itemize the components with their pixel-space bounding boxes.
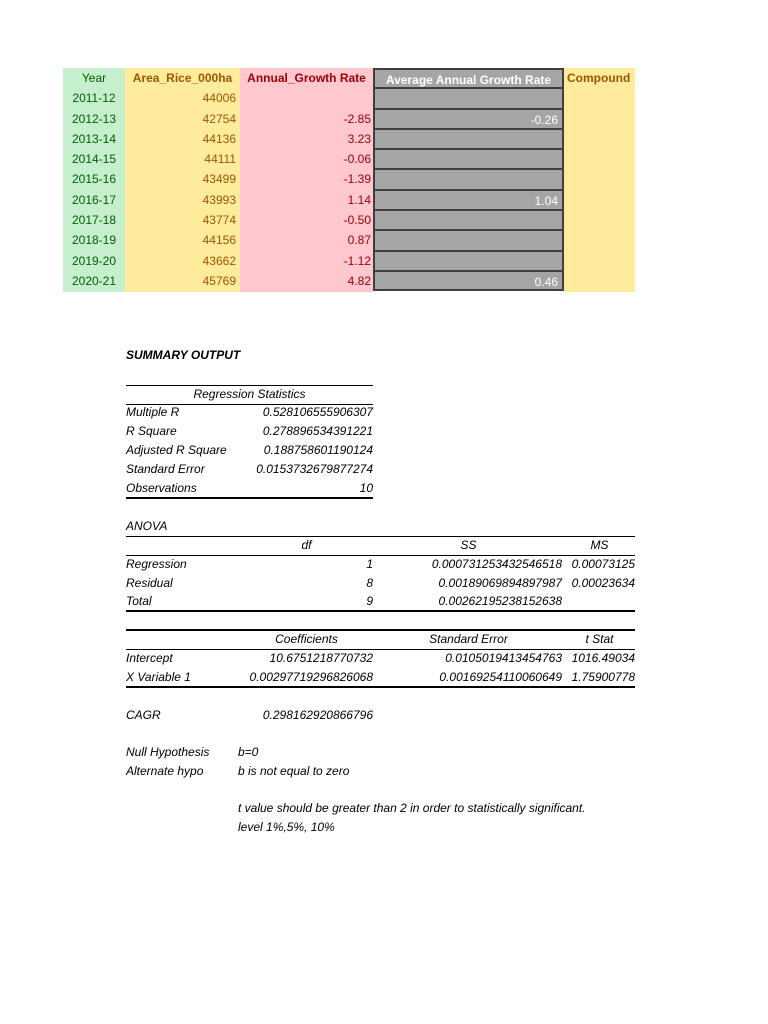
anova-ss[interactable]: 0.00189069894897987 xyxy=(438,576,562,590)
anova-df-header: df xyxy=(301,538,312,552)
annual-growth-cell[interactable]: -1.39 xyxy=(343,172,371,187)
stat-value[interactable]: 0.0153732679877274 xyxy=(256,462,373,476)
annual-growth-header[interactable]: Annual_Growth Rate xyxy=(247,71,366,85)
average-growth-cell[interactable]: -0.26 xyxy=(373,109,564,129)
summary-title: SUMMARY OUTPUT xyxy=(126,348,241,362)
annual-growth-cell[interactable]: 4.82 xyxy=(347,273,371,288)
stat-value[interactable]: 0.188758601190124 xyxy=(263,443,373,457)
year-cell[interactable]: 2016-17 xyxy=(71,192,117,207)
anova-row-label: Residual xyxy=(126,576,173,590)
coef-header: Coefficients xyxy=(275,632,338,646)
area-cell[interactable]: 44156 xyxy=(202,233,236,248)
cagr-label: CAGR xyxy=(126,708,161,722)
stat-label: R Square xyxy=(126,424,177,438)
annual-growth-cell[interactable] xyxy=(240,88,373,108)
annual-growth-cell[interactable]: -0.06 xyxy=(343,152,371,167)
stat-label: Standard Error xyxy=(126,462,205,476)
stat-value[interactable]: 0.278896534391221 xyxy=(262,424,373,438)
stat-label: Observations xyxy=(126,481,197,495)
null-hypothesis-value[interactable]: b=0 xyxy=(238,745,259,759)
anova-title: ANOVA xyxy=(126,519,168,533)
average-growth-cell[interactable] xyxy=(373,210,564,230)
year-header[interactable]: Year xyxy=(81,71,107,85)
coef-row-label: X Variable 1 xyxy=(126,670,191,684)
area-cell[interactable]: 44006 xyxy=(202,91,236,106)
annual-growth-cell[interactable]: -2.85 xyxy=(343,111,371,126)
se-header: Standard Error xyxy=(429,632,508,646)
annual-growth-cell[interactable]: 1.14 xyxy=(347,192,371,207)
year-cell[interactable]: 2020-21 xyxy=(71,273,117,288)
note-line-2[interactable]: level 1%,5%, 10% xyxy=(238,820,335,834)
coef-value[interactable]: 0.00297719296826068 xyxy=(249,670,373,684)
year-cell[interactable]: 2018-19 xyxy=(71,233,117,248)
anova-df[interactable]: 8 xyxy=(366,576,373,590)
area-cell[interactable]: 44136 xyxy=(202,131,236,146)
anova-df[interactable]: 1 xyxy=(366,557,373,571)
year-column xyxy=(63,68,125,292)
area-cell[interactable]: 45769 xyxy=(202,273,236,288)
compound-header[interactable]: Compound xyxy=(567,71,631,85)
divider xyxy=(126,686,635,688)
area-cell[interactable]: 43662 xyxy=(202,253,236,268)
year-cell[interactable]: 2017-18 xyxy=(71,213,117,228)
anova-row-label: Total xyxy=(126,594,152,608)
anova-ms[interactable]: 0.00023634 xyxy=(571,576,635,590)
average-growth-cell[interactable] xyxy=(373,149,564,169)
anova-ms[interactable]: 0.00073125 xyxy=(571,557,635,571)
anova-df[interactable]: 9 xyxy=(366,594,373,608)
tstat-value[interactable]: 1016.49034 xyxy=(571,651,635,665)
coef-value[interactable]: 10.6751218770732 xyxy=(269,651,373,665)
anova-row-label: Regression xyxy=(126,557,187,571)
year-cell[interactable]: 2011-12 xyxy=(72,91,116,106)
anova-ss[interactable]: 0.000731253432546518 xyxy=(431,557,562,571)
average-growth-cell[interactable] xyxy=(373,88,564,108)
compound-column xyxy=(564,68,635,292)
area-cell[interactable]: 43774 xyxy=(202,213,236,228)
annual-growth-cell[interactable]: 0.87 xyxy=(347,233,371,248)
area-column xyxy=(125,68,240,292)
average-growth-cell[interactable] xyxy=(373,230,564,250)
area-cell[interactable]: 43499 xyxy=(202,172,236,187)
tstat-value[interactable]: 1.75900778 xyxy=(571,670,635,684)
area-cell[interactable]: 42754 xyxy=(202,111,236,126)
tstat-header: t Stat xyxy=(585,632,614,646)
stat-label: Adjusted R Square xyxy=(126,443,227,457)
null-hypothesis-label: Null Hypothesis xyxy=(126,745,210,759)
alternate-hypothesis-value[interactable]: b is not equal to zero xyxy=(238,764,350,778)
divider xyxy=(126,610,635,612)
average-growth-cell[interactable] xyxy=(373,251,564,271)
area-cell[interactable]: 43993 xyxy=(202,192,236,207)
se-value[interactable]: 0.0105019413454763 xyxy=(445,651,562,665)
area-cell[interactable]: 44111 xyxy=(204,152,236,167)
coef-row-label: Intercept xyxy=(126,651,173,665)
average-growth-cell[interactable] xyxy=(373,129,564,149)
average-growth-column xyxy=(373,68,564,292)
stat-value[interactable]: 10 xyxy=(359,481,373,495)
year-cell[interactable]: 2014-15 xyxy=(71,152,117,167)
stat-label: Multiple R xyxy=(126,405,180,419)
year-cell[interactable]: 2013-14 xyxy=(71,131,117,146)
annual-growth-cell[interactable]: 3.23 xyxy=(347,131,371,146)
anova-ss[interactable]: 0.00262195238152638 xyxy=(438,594,562,608)
annual-growth-cell[interactable]: -1.12 xyxy=(343,253,371,268)
average-growth-cell[interactable] xyxy=(373,169,564,189)
annual-growth-cell[interactable]: -0.50 xyxy=(343,213,371,228)
average-growth-cell[interactable]: 0.46 xyxy=(373,271,564,291)
cagr-value[interactable]: 0.298162920866796 xyxy=(262,708,373,722)
stat-value[interactable]: 0.528106555906307 xyxy=(262,405,373,419)
regression-statistics-heading: Regression Statistics xyxy=(193,387,306,401)
alternate-hypothesis-label: Alternate hypo xyxy=(126,764,204,778)
average-growth-cell[interactable]: 1.04 xyxy=(373,190,564,210)
anova-ms-header: MS xyxy=(590,538,609,552)
annual-growth-column xyxy=(240,68,373,292)
year-cell[interactable]: 2012-13 xyxy=(71,111,117,126)
anova-ss-header: SS xyxy=(460,538,477,552)
area-header[interactable]: Area_Rice_000ha xyxy=(132,71,233,85)
year-cell[interactable]: 2019-20 xyxy=(71,253,117,268)
divider xyxy=(126,497,373,499)
year-cell[interactable]: 2015-16 xyxy=(71,172,117,187)
note-line-1[interactable]: t value should be greater than 2 in order to statistically significant. xyxy=(238,801,586,815)
se-value[interactable]: 0.00169254110060649 xyxy=(439,670,562,684)
average-growth-header[interactable]: Average Annual Growth Rate xyxy=(373,68,564,88)
